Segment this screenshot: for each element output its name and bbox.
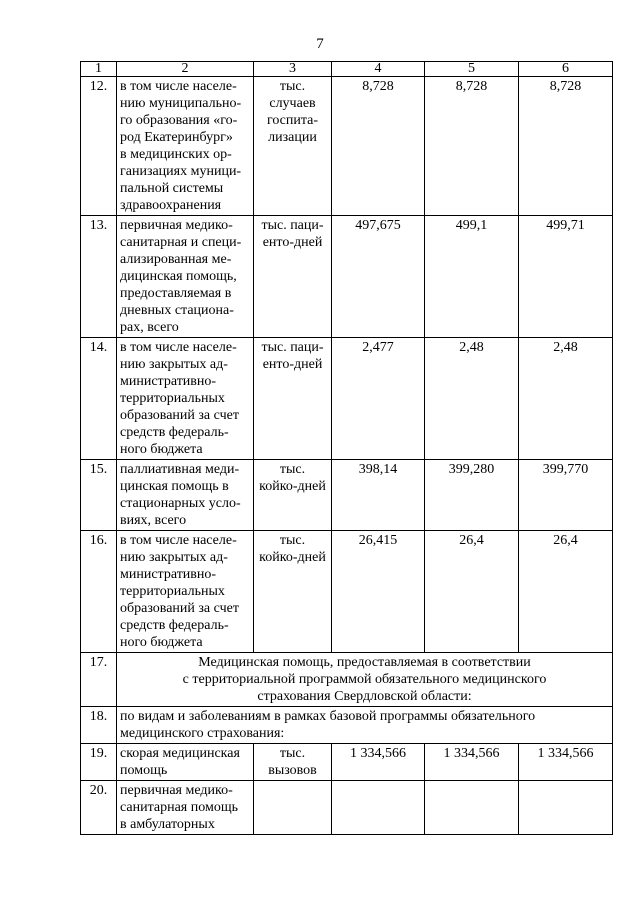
row-unit	[254, 338, 332, 460]
description-line: предоставляемая в	[120, 286, 232, 301]
unit-line: госпита-	[266, 113, 319, 128]
table-row	[81, 216, 613, 338]
value-col6: 2,48	[519, 338, 613, 460]
value-col6: 499,71	[519, 216, 613, 338]
row-description	[117, 216, 254, 338]
table-row	[81, 338, 613, 460]
row-description	[117, 707, 613, 744]
description-line: образований за счет	[120, 601, 239, 616]
row-unit	[254, 744, 332, 781]
value-col6: 399,770	[519, 460, 613, 531]
description-line: территориальных	[120, 584, 225, 599]
description-line: министративно-	[120, 374, 217, 389]
description-line: первичная медико-	[120, 783, 233, 798]
description-line: санитарная и специ-	[120, 235, 242, 250]
description-line: ного бюджета	[120, 635, 203, 650]
description-line: территориальных	[120, 391, 225, 406]
description-line: в том числе населе-	[120, 340, 237, 355]
row-description	[117, 460, 254, 531]
section-title-line: страхования Свердловской области:	[257, 689, 472, 704]
description-line: нию закрытых ад-	[120, 550, 228, 565]
value-col5: 26,4	[425, 531, 519, 653]
value-col5: 8,728	[425, 77, 519, 216]
column-header: 3	[254, 62, 332, 77]
unit-line: тыс. паци-	[261, 340, 324, 355]
description-line: здравоохранения	[120, 198, 222, 213]
column-header: 6	[519, 62, 613, 77]
description-line: ализированная ме-	[120, 252, 232, 267]
description-line: в том числе населе-	[120, 79, 237, 94]
description-line: в медицинских ор-	[120, 147, 232, 162]
value-col4: 398,14	[332, 460, 425, 531]
section-title	[117, 653, 613, 707]
table-row	[81, 707, 613, 744]
unit-line: вызовов	[268, 763, 317, 778]
description-line: дневных стациона-	[120, 303, 234, 318]
row-unit	[254, 781, 332, 835]
description-line: скорая медицинская	[120, 746, 240, 761]
description-line: средств федераль-	[120, 425, 229, 440]
column-header: 2	[117, 62, 254, 77]
description-line: паллиативная меди-	[120, 462, 240, 477]
unit-line: тыс.	[279, 79, 306, 94]
value-col6: 1 334,566	[519, 744, 613, 781]
description-line: стационарных усло-	[120, 496, 241, 511]
unit-line: койко-дней	[259, 550, 326, 565]
value-col4	[332, 781, 425, 835]
value-col4: 8,728	[332, 77, 425, 216]
description-line: медицинского страхования:	[120, 726, 285, 741]
description-line: в амбулаторных	[120, 817, 215, 832]
row-number: 19.	[81, 744, 117, 781]
row-description	[117, 531, 254, 653]
table-row	[81, 781, 613, 835]
unit-line: енто-дней	[262, 235, 323, 250]
description-line: нию закрытых ад-	[120, 357, 228, 372]
description-line: цинская помощь в	[120, 479, 229, 494]
row-unit	[254, 531, 332, 653]
row-number: 20.	[81, 781, 117, 835]
description-line: рах, всего	[120, 320, 179, 335]
row-unit	[254, 216, 332, 338]
value-col6	[519, 781, 613, 835]
row-number: 14.	[81, 338, 117, 460]
section-title-line: с территориальной программой обязательного медицинского	[182, 672, 547, 687]
table-row	[81, 744, 613, 781]
value-col4: 1 334,566	[332, 744, 425, 781]
table-row	[81, 531, 613, 653]
row-description	[117, 781, 254, 835]
page-number: 7	[316, 36, 324, 52]
table-row	[81, 460, 613, 531]
value-col5: 1 334,566	[425, 744, 519, 781]
table-row	[81, 77, 613, 216]
value-col5: 399,280	[425, 460, 519, 531]
row-number: 17.	[81, 653, 117, 707]
description-line: ного бюджета	[120, 442, 203, 457]
row-number: 15.	[81, 460, 117, 531]
row-number: 12.	[81, 77, 117, 216]
row-description	[117, 338, 254, 460]
column-header: 5	[425, 62, 519, 77]
row-description	[117, 744, 254, 781]
column-header: 4	[332, 62, 425, 77]
value-col4: 26,415	[332, 531, 425, 653]
column-number-row	[81, 62, 613, 77]
unit-line: тыс.	[279, 533, 306, 548]
unit-line: случаев	[269, 96, 316, 111]
column-header: 1	[81, 62, 117, 77]
unit-line: тыс.	[279, 462, 306, 477]
description-line: нию муниципально-	[120, 96, 242, 111]
value-col4: 2,477	[332, 338, 425, 460]
row-number: 18.	[81, 707, 117, 744]
unit-line: лизации	[268, 130, 317, 145]
description-line: пальной системы	[120, 181, 224, 196]
description-line: в том числе населе-	[120, 533, 237, 548]
unit-line: койко-дней	[259, 479, 326, 494]
description-line: санитарная помощь	[120, 800, 238, 815]
description-line: дицинская помощь,	[120, 269, 237, 284]
value-col5: 2,48	[425, 338, 519, 460]
row-unit	[254, 77, 332, 216]
unit-line: тыс. паци-	[261, 218, 324, 233]
value-col6: 26,4	[519, 531, 613, 653]
description-line: средств федераль-	[120, 618, 229, 633]
description-line: министративно-	[120, 567, 217, 582]
description-line: ганизациях муници-	[120, 164, 242, 179]
description-line: род Екатеринбург»	[120, 130, 233, 145]
row-description	[117, 77, 254, 216]
row-unit	[254, 460, 332, 531]
description-line: помощь	[120, 763, 168, 778]
value-col5: 499,1	[425, 216, 519, 338]
value-col6: 8,728	[519, 77, 613, 216]
description-line: первичная медико-	[120, 218, 233, 233]
section-title-line: Медицинская помощь, предоставляемая в соответствии	[198, 655, 531, 670]
description-line: го образования «го-	[120, 113, 238, 128]
unit-line: тыс.	[279, 746, 306, 761]
description-line: по видам и заболеваниям в рамках базовой программы обязательного	[120, 709, 536, 724]
section-row	[81, 653, 613, 707]
description-line: образований за счет	[120, 408, 239, 423]
row-number: 16.	[81, 531, 117, 653]
row-number: 13.	[81, 216, 117, 338]
value-col5	[425, 781, 519, 835]
description-line: виях, всего	[120, 513, 187, 528]
value-col4: 497,675	[332, 216, 425, 338]
indicators-table	[80, 61, 613, 835]
unit-line: енто-дней	[262, 357, 323, 372]
